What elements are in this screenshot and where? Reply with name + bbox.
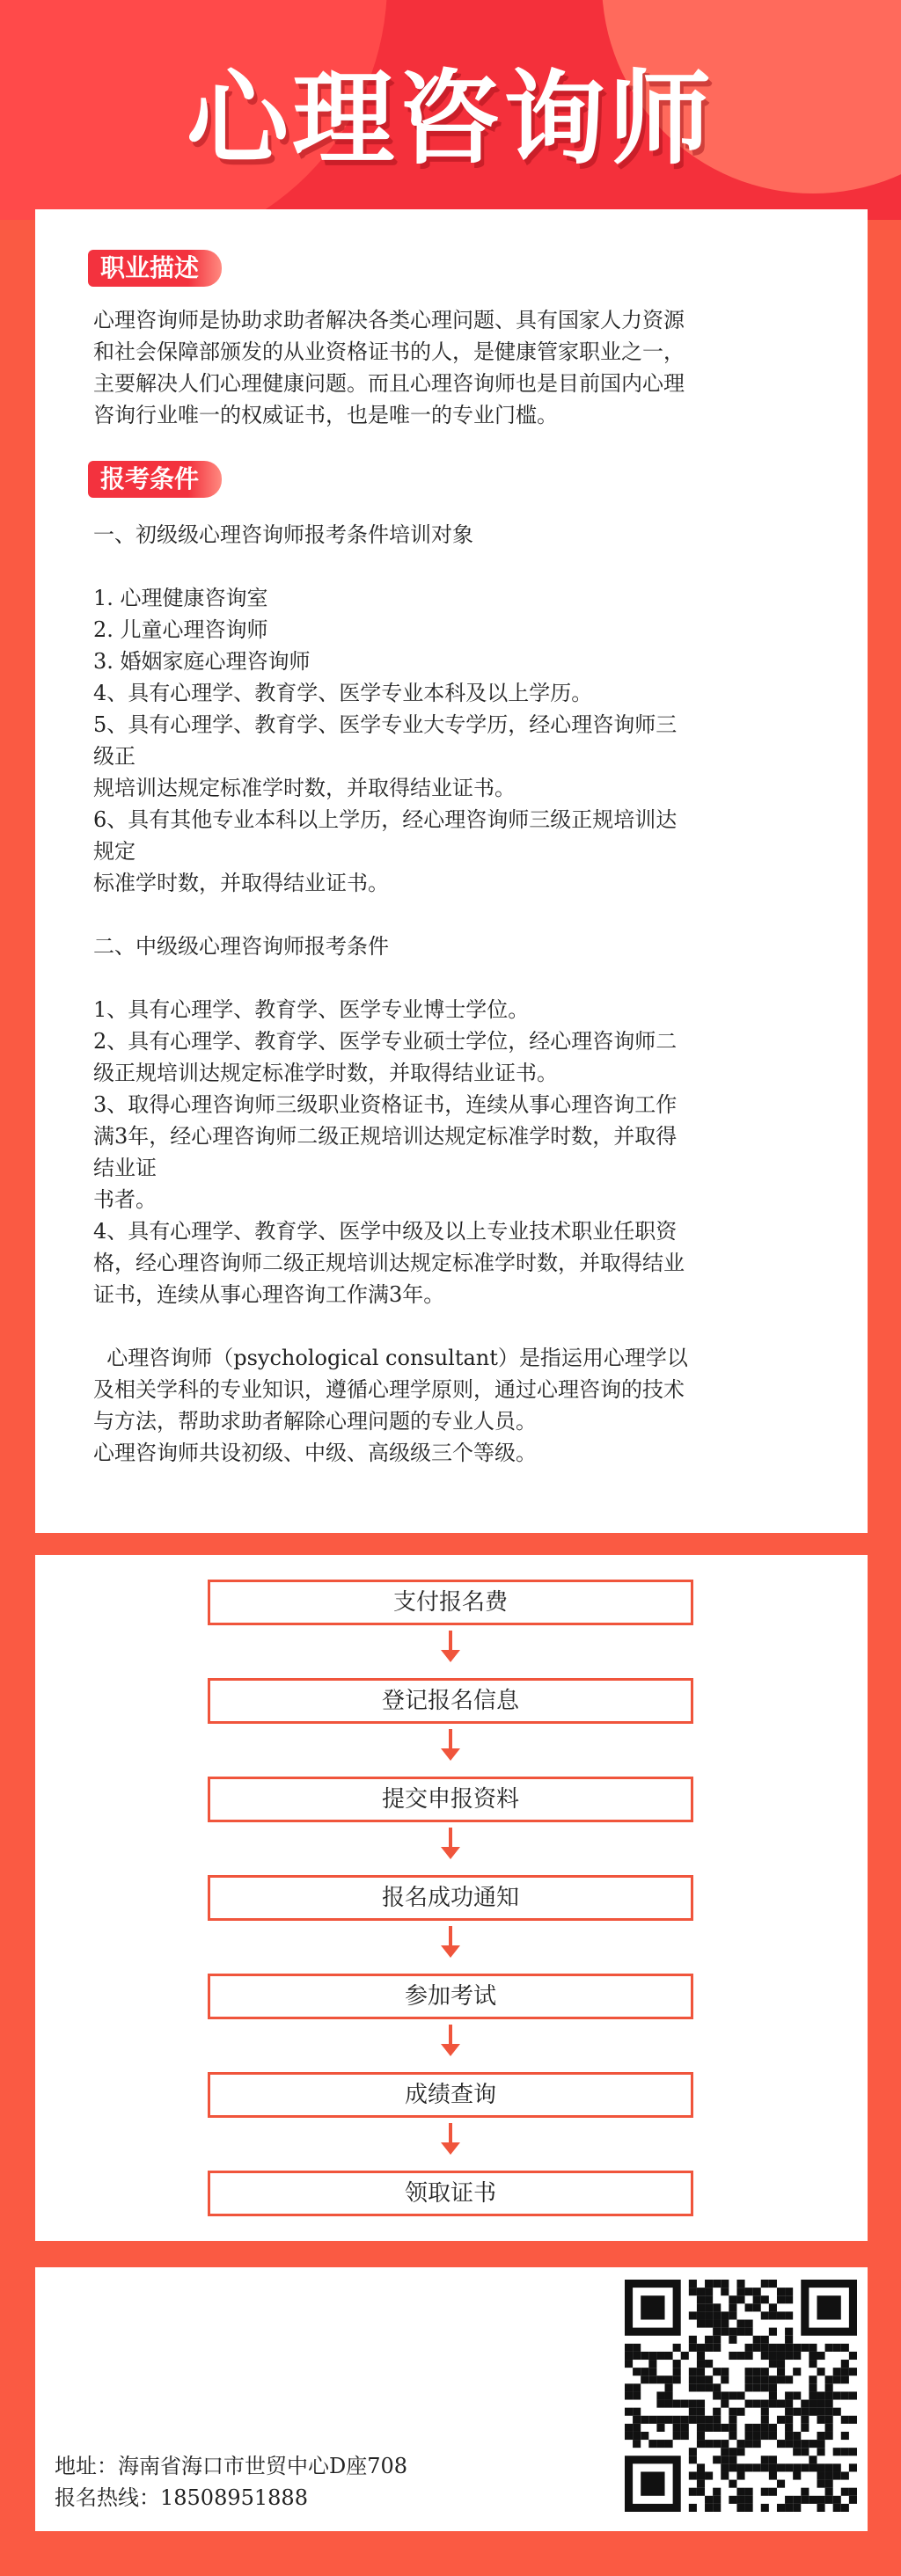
text-line: 二、中级级心理咨询师报考条件	[93, 934, 389, 959]
text-line: 结业证	[93, 1156, 157, 1180]
flow-step: 领取证书	[208, 2171, 693, 2216]
text-line	[93, 1310, 809, 1342]
process-flow-card	[35, 1555, 868, 2241]
flow-step: 支付报名费	[208, 1580, 693, 1625]
text-line: 1、具有心理学、教育学、医学专业博士学位。	[93, 997, 530, 1022]
text-line: 4、具有心理学、教育学、医学专业本科及以上学历。	[93, 681, 593, 705]
flow-step: 登记报名信息	[208, 1678, 693, 1724]
address-text: 地址：海南省海口市世贸中心D座708	[55, 2454, 408, 2478]
conditions-text	[93, 519, 809, 1469]
flow-step: 提交申报资料	[208, 1777, 693, 1822]
section-tag-conditions: 报考条件	[88, 461, 222, 498]
text-line: 规定	[93, 839, 136, 864]
text-line: 与方法，帮助求助者解除心理问题的专业人员。	[93, 1409, 537, 1434]
section-tag-description: 职业描述	[88, 250, 222, 287]
text-line: 规培训达规定标准学时数，并取得结业证书。	[93, 776, 516, 800]
text-line: 及相关学科的专业知识，遵循心理学原则，通过心理咨询的技术	[93, 1377, 685, 1402]
text-line: 心理咨询师是协助求助者解决各类心理问题、具有国家人力资源	[93, 308, 685, 332]
text-line: 心理咨询师（psychological consultant）是指运用心理学以	[93, 1346, 688, 1370]
down-arrow-icon	[440, 2121, 461, 2156]
text-line: 满3年，经心理咨询师二级正规培训达规定标准学时数，并取得	[93, 1124, 678, 1149]
flow-step: 报名成功通知	[208, 1875, 693, 1921]
flow-step: 成绩查询	[208, 2072, 693, 2118]
text-line: 级正	[93, 744, 136, 769]
text-line: 1. 心理健康咨询室	[93, 586, 268, 610]
down-arrow-icon	[440, 1924, 461, 1959]
contact-card	[35, 2267, 868, 2531]
text-line	[93, 551, 809, 582]
text-line	[93, 899, 809, 930]
down-arrow-icon	[440, 1826, 461, 1861]
text-line: 格，经心理咨询师二级正规培训达规定标准学时数，并取得结业	[93, 1251, 685, 1275]
down-arrow-icon	[440, 1629, 461, 1664]
hotline-text: 报名热线：18508951888	[55, 2485, 308, 2510]
page-title: 心理咨询师	[187, 60, 714, 179]
text-line: 书者。	[93, 1187, 157, 1212]
description-text	[93, 304, 809, 431]
text-line: 一、初级级心理咨询师报考条件培训对象	[93, 522, 473, 547]
text-line: 3. 婚姻家庭心理咨询师	[93, 649, 311, 674]
text-line: 心理咨询师共设初级、中级、高级级三个等级。	[93, 1441, 537, 1465]
text-line: 2. 儿童心理咨询师	[93, 617, 268, 642]
down-arrow-icon	[440, 2023, 461, 2058]
text-line	[93, 962, 809, 994]
text-line: 和社会保障部颁发的从业资格证书的人，是健康管家职业之一，	[93, 339, 685, 364]
text-line: 6、具有其他专业本科以上学历，经心理咨询师三级正规培训达	[93, 807, 678, 832]
text-line: 2、具有心理学、教育学、医学专业硕士学位，经心理咨询师二	[93, 1029, 678, 1054]
info-card	[35, 209, 868, 1533]
qr-code-icon	[625, 2280, 857, 2512]
text-line: 3、取得心理咨询师三级职业资格证书，连续从事心理咨询工作	[93, 1092, 678, 1117]
flow-step: 参加考试	[208, 1974, 693, 2019]
text-line: 主要解决人们心理健康问题。而且心理咨询师也是目前国内心理	[93, 371, 685, 396]
text-line: 证书，连续从事心理咨询工作满3年。	[93, 1282, 445, 1307]
text-line: 咨询行业唯一的权威证书，也是唯一的专业门槛。	[93, 403, 558, 427]
text-line: 级正规培训达规定标准学时数，并取得结业证书。	[93, 1061, 558, 1085]
down-arrow-icon	[440, 1727, 461, 1762]
text-line: 4、具有心理学、教育学、医学中级及以上专业技术职业任职资	[93, 1219, 678, 1244]
text-line: 5、具有心理学、教育学、医学专业大专学历，经心理咨询师三	[93, 712, 678, 737]
text-line: 标准学时数，并取得结业证书。	[93, 871, 389, 895]
header-banner	[0, 0, 901, 220]
